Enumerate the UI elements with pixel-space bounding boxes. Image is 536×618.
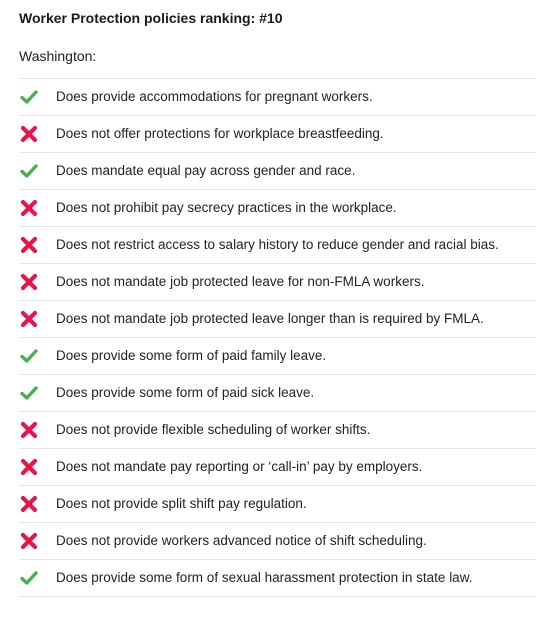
policy-row xyxy=(19,227,536,264)
policy-text: Does not mandate job protected leave for non-FMLA workers. xyxy=(56,274,425,289)
cross-icon xyxy=(19,457,39,477)
policy-list xyxy=(19,78,536,597)
cross-icon xyxy=(19,198,39,218)
policy-text: Does not offer protections for workplace breastfeeding. xyxy=(56,126,384,141)
policy-row xyxy=(19,153,536,190)
policy-text: Does not mandate pay reporting or ‘call-in’ pay by employers. xyxy=(56,459,423,474)
policy-row xyxy=(19,486,536,523)
cross-icon xyxy=(19,531,39,551)
policy-text: Does not provide flexible scheduling of worker shifts. xyxy=(56,422,371,437)
policy-row xyxy=(19,79,536,116)
check-icon xyxy=(19,87,39,107)
policy-row xyxy=(19,116,536,153)
state-name: Washington: xyxy=(19,48,97,64)
policy-panel xyxy=(19,0,536,597)
cross-icon xyxy=(19,494,39,514)
policy-row xyxy=(19,560,536,597)
policy-text: Does not provide workers advanced notice of shift scheduling. xyxy=(56,533,427,548)
cross-icon xyxy=(19,235,39,255)
policy-text: Does provide some form of paid sick leave. xyxy=(56,385,315,400)
page-title: Worker Protection policies ranking: #10 xyxy=(19,10,283,26)
policy-row xyxy=(19,264,536,301)
check-icon xyxy=(19,161,39,181)
policy-row xyxy=(19,449,536,486)
policy-row xyxy=(19,190,536,227)
policy-text: Does provide some form of paid family leave. xyxy=(56,348,327,363)
policy-row xyxy=(19,301,536,338)
policy-row xyxy=(19,523,536,560)
policy-row xyxy=(19,412,536,449)
cross-icon xyxy=(19,420,39,440)
policy-text: Does not restrict access to salary history to reduce gender and racial bias. xyxy=(56,237,499,252)
policy-text: Does not provide split shift pay regulation. xyxy=(56,496,307,511)
policy-row xyxy=(19,375,536,412)
check-icon xyxy=(19,383,39,403)
policy-text: Does provide some form of sexual harassment protection in state law. xyxy=(56,570,473,585)
cross-icon xyxy=(19,309,39,329)
policy-text: Does provide accommodations for pregnant workers. xyxy=(56,89,373,104)
policy-text: Does mandate equal pay across gender and race. xyxy=(56,163,356,178)
cross-icon xyxy=(19,124,39,144)
policy-row xyxy=(19,338,536,375)
policy-text: Does not mandate job protected leave longer than is required by FMLA. xyxy=(56,311,484,326)
check-icon xyxy=(19,568,39,588)
cross-icon xyxy=(19,272,39,292)
policy-text: Does not prohibit pay secrecy practices in the workplace. xyxy=(56,200,397,215)
check-icon xyxy=(19,346,39,366)
